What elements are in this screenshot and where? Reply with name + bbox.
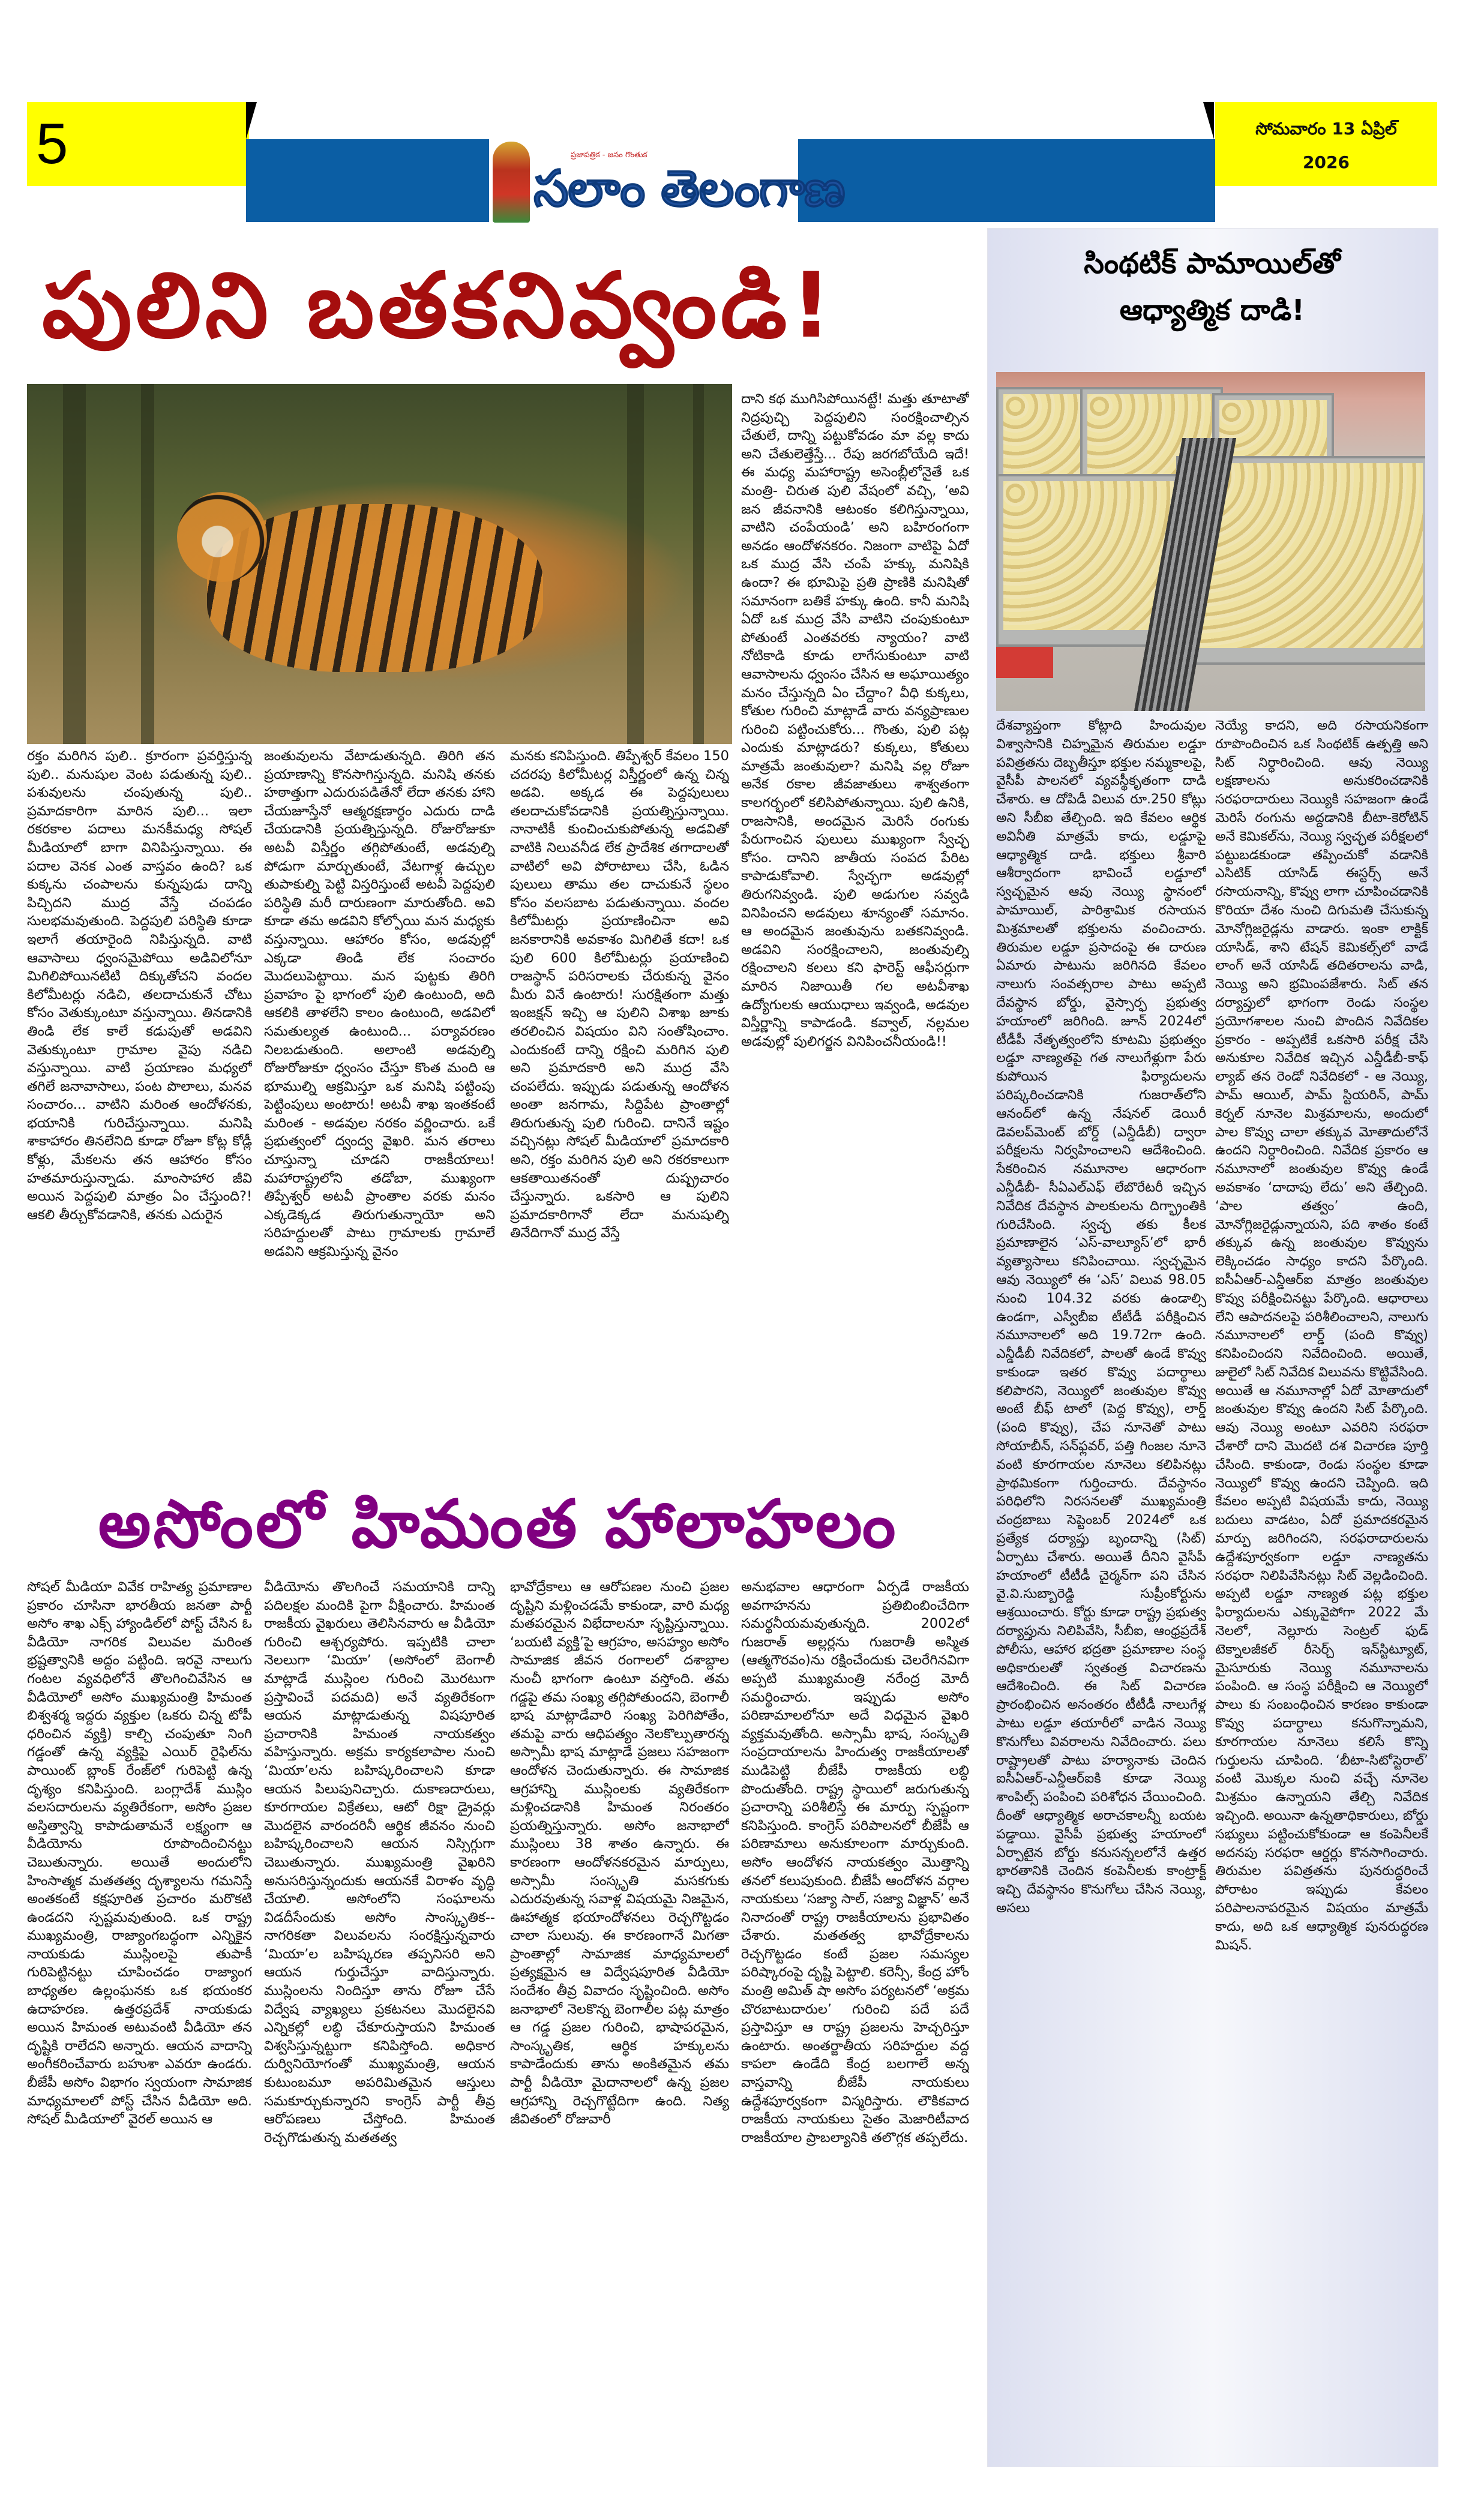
date-box [1215,102,1437,186]
tiger-article-column-3: మనకు కనిపిస్తుంది. తిప్పేశ్వర్ కేవలం 150 చదరపు కిలోమీటర్ల విస్తీర్ణంలో ఉన్న చిన్న అడవి. అక్కడ ఈ పెద్దపులులు తలదాచుకోవడానికి ప్రయత్నిస్తున్నాయి. నానాటికీ కుంచించుకుపోతున్న అడవితో వాటికి నిలువనీడ లేక ప్రాదేశిక తగాదాలతో వాటిలో అవి పోరాటాలు చేసి, ఓడిన పులులు తాము తల దాచుకునే స్థలం కోసం వలసబాట పడుతున్నాయి. వందల కిలోమీటర్లు ప్రయాణించినా అవి జనకారానికి అవకాశం మిగిలితే కదా! ఒక పులి 600 కిలోమీటర్లు ప్రయాణించి రాజస్థాన్ పరిసరాలకు చేరుకున్న వైనం మీరు వినే ఉంటారు! సురక్షితంగా మత్తు ఇంజక్షన్ ఇచ్చి ఆ పులిని విశాఖ జూకు తరలించిన విషయం విని సంతోషించాం. ఎందుకంటే దాన్ని రక్షించి మరిగిన పులి అని ప్రమాదకారి అని ముద్ర వేసి చంపలేదు. ఇప్పుడు పడుతున్న ఆందోళన అంతా జనగామ, సిద్దిపేట ప్రాంతాల్లో తిరుగుతున్న పులి గురించి. దానినే ఇష్టం వచ్చినట్లు సోషల్ మీడియాలో ప్రమాదకారి అని, రక్తం మరిగిన పులి అని రకరకాలుగా ఆకతాయితనంతో దుష్ప్రచారం చేస్తున్నారు. ఒకసారి ఆ పులిని ప్రమాదకారిగానో లేదా మనుషుల్ని తినేదిగానో ముద్ర వేస్తే [510,748,729,1241]
date-year: 2026 [1303,152,1350,172]
assam-article-headline: అసోంలో హిమంత హాలాహలం [98,1486,898,1562]
assam-article-column-1: సోషల్ మీడియా వివేక రాహిత్య ప్రమాణాల ప్రకారం చూసినా భారతీయ జనతా పార్టీ అసోం శాఖ ఎక్స్ హ్యాండిల్‌లో పోస్ట్ చేసిన ఓ వీడియో నాగరిక విలువల మరింత భ్రష్టత్వానికి అద్దం పట్టింది. ఇరవై నాలుగు గంటల వ్యవధిలోనే తొలగించివేసిన ఆ వీడియోలో అసోం ముఖ్యమంత్రి హిమంత బిశ్వశర్మ ఇద్దరు వ్యక్తుల (ఒకరు చిన్న టోపీ ధరించిన వ్యక్తి) కాల్చి చంపుతూ నింగి గడ్డంతో ఉన్న వ్యక్తిపై ఎయిర్ రైఫిల్‌ను పాయింట్ బ్లాంక్ రేంజ్‌లో గురిపెట్టి ఉన్న దృశ్యం కనిపిస్తుంది. బంగ్లాదేశ్ ముస్లిం వలసదారులను వ్యతిరేకంగా, అసోం ప్రజల అస్తిత్వాన్ని కాపాడుతామనే లక్ష్యంగా ఆ వీడియోను రూపొందించినట్టు చెబుతున్నారు. అయితే అందులోని హింసాత్మక మతతత్వ దృశ్యాలను గమనిస్తే అంతకంటే కక్షపూరిత ప్రచారం మరొకటి ఉండదని స్పష్టమవుతుంది. ఒక రాష్ట్ర ముఖ్యమంత్రి, రాజ్యాంగబద్ధంగా ఎన్నికైన నాయకుడు ముస్లింలపై తుపాకీ గురిపెట్టినట్టు చూపించడం రాజ్యాంగ బాధ్యతల ఉల్లంఘనకు ఒక భయంకర ఉదాహరణ. ఉత్తరప్రదేశ్ నాయకుడు అయిన హిమంత అటువంటి వీడియో తన దృష్టికి రాలేదని అన్నారు. ఆయన వాదాన్ని అంగీకరించేవారు బహుశా ఎవరూ ఉండరు. బీజేపీ అసోం విభాగం స్వయంగా సామాజిక మాధ్యమాలలో పోస్ట్ చేసిన వీడియో అది. సోషల్ మీడియాలో వైరల్ అయిన ఆ [27,1579,252,2128]
newspaper-logo [489,139,845,224]
masthead-corner-left [246,102,257,139]
goddess-logo-icon [493,142,530,223]
date-day-month: సోమవారం 13 ఏప్రిల్ [1255,119,1397,139]
logo-tagline: ప్రజాపత్రిక - జనం గొంతుక [571,151,647,160]
tiger-article-headline: పులిని బతకనివ్వండి! [42,254,835,358]
assam-article-column-4: అనుభవాల ఆధారంగా ఏర్పడే రాజకీయ అవగాహనను ప్రతిబింబించేదిగా సమర్థనీయమవుతున్నది. 2002లో గుజరాత్ అల్లర్లను గుజరాతీ అస్మిత (ఆత్మగౌరవం)ను రక్షించేందుకు చెలరేగినవిగా అప్పటి ముఖ్యమంత్రి నరేంద్ర మోదీ సమర్థించారు. ఇప్పుడు అసోం పరిణామాలలోనూ అదే విధమైన వైఖరి వ్యక్తమవుతోంది. అస్సామీ భాష, సంస్కృతి సంప్రదాయాలను హిందుత్వ రాజకీయాలతో ముడిపెట్టి బీజేపీ రాజకీయ లబ్ధి పొందుతోంది. రాష్ట్ర స్థాయిలో జరుగుతున్న ప్రచారాన్ని పరిశీలిస్తే ఈ మార్పు స్పష్టంగా కనిపిస్తుంది. కాంగ్రెస్ పరిపాలనలో బీజేపీ ఆ పరిణామాలు అనుకూలంగా మార్చుకుంది. అసోం ఆందోళన నాయకత్వం మొత్తాన్ని తనలో కలుపుకుంది. బీజేపీ ఆందోళన వర్గాల నాయకులు ‘సజ్యా సాల్, సజ్యా విజ్ఞాన్’ అనే నినాదంతో రాష్ట్ర రాజకీయాలను ప్రభావితం చేశారు. మతతత్వ భావోద్రేకాలను రెచ్చగొట్టడం కంటే ప్రజల సమస్యల పరిష్కారంపై దృష్టి పెట్టాలి. కరెన్సీ, కేంద్ర హోం మంత్రి అమిత్ షా అసోం పర్యటనలో ‘అక్రమ చొరబాటుదారుల’ గురించి పదే పదే ప్రస్తావిస్తూ ఆ రాష్ట్ర ప్రజలను హెచ్చరిస్తూ ఉంటారు. అంతర్జాతీయ సరిహద్దుల వద్ద కాపలా ఉండేది కేంద్ర బలగాలే అన్న వాస్తవాన్ని బీజేపీ నాయకులు ఉద్దేశపూర్వకంగా విస్మరిస్తారు. లౌకికవాద రాజకీయ నాయకులు సైతం మెజారిటీవాద రాజకీయాల ప్రాబల్యానికి తలొగ్గక తప్పలేదు. [741,1579,969,2146]
assam-article-column-3: భావోద్రేకాలు ఆ ఆరోపణల నుంచి ప్రజల దృష్టిని మళ్లించడమే కాకుండా, వారి మధ్య మతపరమైన విభేదాలనూ సృష్టిస్తున్నాయి. ‘బయటి వ్యక్తి’పై ఆగ్రహం, అసహ్యం అసోం సామాజిక జీవన రంగాలలో దశాబ్దాల నుంచీ భాగంగా ఉంటూ వస్తోంది. తమ గడ్డపై తమ సంఖ్య తగ్గిపోతుందని, బెంగాలీ భాష మాట్లాడేవారి సంఖ్య పెరిగిపోతేం, తమపై వారు ఆధిపత్యం నెలకొల్పుతారన్న అస్సామీ భాష మాట్లాడే ప్రజలు సహజంగా ఆందోళన చెందుతున్నారు. ఈ సామాజిక ఆగ్రహాన్ని ముస్లింలకు వ్యతిరేకంగా మళ్లించడానికి హిమంత నిరంతరం ప్రయత్నిస్తున్నారు. అసోం జనాభాలో ముస్లింలు 38 శాతం ఉన్నారు. ఈ కారణంగా ఆందోళనకరమైన మార్పులు, అస్సామీ సంస్కృతి మసకగుకు ఎదురవుతున్న సవాళ్ల విషయమై నిజమైన, ఊహాత్మక భయాందోళనలు రెచ్చగొట్టడం చాలా సులువు. ఈ కారణంగానే మిగతా ప్రాంతాల్లో సామాజిక మాధ్యమాలలో ప్రత్యక్షమైన ఆ విద్వేషపూరిత వీడియో సందేశం తీవ్ర వివాదం సృష్టించింది. అసోం జనాభాలో నెలకొన్న బెంగాలీల పట్ల మాత్రం ఆ గడ్డ ప్రజల గురించి, భాషాపరమైన, సాంస్కృతిక, ఆర్థిక హక్కులను కాపాడేందుకు తాను అంకితమైన తమ పార్టీ వీడియో మైదానాలలో ఉన్న ప్రజల ఆగ్రహాన్ని రెచ్చగొట్టేదిగా ఉంది. నిత్య జీవితంలో రోజువారీ [510,1579,729,2128]
tiger-article-column-1: రక్తం మరిగిన పులి.. క్రూరంగా ప్రవర్తిస్తున్న పులి.. మనుషుల వెంట పడుతున్న పులి.. పశువులను చంపుతున్న పులి.. ప్రమాదకారిగా మారిన పులి... ఇలా రకరకాల పదాలు మనకీమధ్య సోషల్ మీడియాలో బాగా వినిపిస్తున్నాయి. ఈ పదాల వెనక ఎంత వాస్తవం ఉంది? ఒక కుక్కను చంపాలను కున్నపుడు దాన్ని పిచ్చిదని ముద్ర వేస్తే చంపడం సులభమవుతుంది. పెద్దపులి పరిస్థితి కూడా ఇలాగే తయారైంది నిపిస్తున్నది. వాటి ఆవాసాలు ధ్వంసమైపోయి అడివిలోనూ మిగిలిపోయినటిటి దిక్కుతోచని వందల కిలోమీటర్లు నడిచి, తలదాచుకునే చోటు కోసం వెతుక్కుంటూ వస్తున్నాయి. తినడానికి తిండి లేక కాలే కడుపుతో అడవిని వెతుక్కుంటూ గ్రామాల వైపు నడిచి వస్తున్నాయి. వాటి ప్రయాణం మధ్యలో తగిలే జనావాసాలు, పంట పొలాలు, మనవ సంచారం... వాటిని మరింత ఆందోళనకు, భయానికి గురిచేస్తున్నాయి. మనిషి శాకాహారం తినలేనిది కూడా రోజూ కోట్ల కోడ్లీ కోళ్లు, మేకలను తన ఆహారం కోసం హతమారుస్తున్నాడు. మాంసాహార జీవి అయిన పెద్దపులి మాత్రం ఏం చేస్తుంది?! ఆకలి తీర్చుకోవడానికి, తనకు ఎదురైన [27,748,252,1223]
tiger-head-icon [177,492,267,582]
laddu-trays-photo [996,372,1425,711]
tiger-article-column-4: దాని కథ ముగిసిపోయినట్టే! మత్తు తూటాతో నిద్రపుచ్చి పెద్దపులిని సంరక్షించాల్సిన చేతులే, దాన్ని పట్టుకోవడం మా వల్ల కాదు అని చేతులెత్తేస్తే... రేపు జరగబోయేది ఇదే! ఈ మధ్య మహారాష్ట్ర అసెంబ్లీలోనైతే ఒక మంత్రి- చిరుత పులి వేషంలో వచ్చి, ‘అవి జన జీవనానికి ఆటంకం కలిగిస్తున్నాయి, వాటిని చంపేయండి’ అని బహిరంగంగా అనడం ఆందోళనకరం. నిజంగా వాటిపై ఏదో ఒక ముద్ర వేసి చంపే హక్కు మనిషికి ఉందా? ఈ భూమిపై ప్రతి ప్రాణికి మనిషితో సమానంగా బతికే హక్కు ఉంది. కానీ మనిషి ఏదో ఒక ముద్ర వేసి వాటిని చంపుకుంటూ పోతుంటే ఎంతవరకు న్యాయం? వాటి నోటికాడి కూడు లాగేసుకుంటూ వాటి ఆవాసాలను ధ్వంసం చేసిన ఆ అఘాయిత్యం మనం చేస్తున్నది ఏం చేద్దాం? వీధి కుక్కలు, కోతుల గురించి మాట్లాడే వారు వన్యప్రాణుల గురించి పట్టించుకోరు... గొంతు, పులి పట్ల ఎందుకు మాట్లాడరు? కుక్కలు, కోతులు మాత్రమే జంతువులా? మనిషి వల్ల రోజూ అనేక రకాల జీవజాతులు శాశ్వతంగా కాలగర్భంలో కలిసిపోతున్నాయి. పులి ఉనికి, రాజసానికి, అందమైన మెరిసే రంగుకు పేరుగాంచిన పులులు ముఖ్యంగా స్వేచ్ఛ కోసం. దానిని జాతీయ సంపద పేరిట కాపాడుకోవాలి. స్వేచ్ఛగా అడవుల్లో తిరుగనివ్వండి. పులి అడుగుల సవ్వడి వినిపించని అడవులు శూన్యంతో సమానం. ఆ అందమైన జంతువును బతకనివ్వండి. అడవిని సంరక్షించాలని, జంతువుల్ని రక్షించాలని కలలు కని ఫారెస్ట్ ఆఫీసర్లుగా మారిన నిజాయితీ గల అటవీశాఖ ఉద్యోగులకు ఆయుధాలు ఇవ్వండి, అడవుల విస్తీర్ణాన్ని కాపాడండి. కవ్వాల్, నల్లమల అడవుల్లో పులిగర్జన వినిపించనీయండి!! [741,391,969,1049]
logo-title: సలాం తెలంగాణ [533,159,845,218]
laddu-headline-line-2: ఆధ్యాత్మిక దాడి! [1119,293,1305,327]
laddu-headline-line-1: సింథటిక్ పామాయిల్‌తో [1084,247,1341,280]
laddu-sidebar-column-1: దేశవ్యాప్తంగా కోట్లాది హిందువుల విశ్వాసానికి చిహ్నమైన తిరుమల లడ్డూ పవిత్రతను దెబ్బతీస్తూ భక్తుల నమ్మకాలపై, వైసీపీ పాలనలో వ్యవస్థీకృతంగా దాడి చేశారు. ఆ దోపిడీ విలువ రూ.250 కోట్లు అని సీబీఐ తేల్చింది. ఇది కేవలం ఆర్థిక అవినీతి మాత్రమే కాదు, లడ్డూపై ఆధ్యాత్మిక దాడి. భక్తులు శ్రీవారి ఆశీర్వాదంగా భావించే లడ్డూలో స్వచ్ఛమైన ఆవు నెయ్యి స్థానంలో పామాయిల్, పారిశ్రామిక రసాయన మిశ్రమాలతో భక్తులను వంచించారు. తిరుమల లడ్డూ ప్రసాదంపై ఈ దారుణ ఏమారు పాటును జరిగినది కేవలం నాలుగు సంవత్సరాల పాటు అప్పటి దేవస్థాన బోర్డు, వైస్సార్ఫ ప్రభుత్వ హయాంలో జరిగింది. జూన్ 2024లో టీడీపీ నేతృత్వంలోని కూటమి ప్రభుత్వం లడ్డూ నాణ్యతపై గత నాలుగేళ్లుగా పేరు కుపోయిన ఫిర్యాదులను పరిష్కరించడానికి గుజరాత్‌లోని ఆనంద్‌లో ఉన్న నేషనల్ డెయిరీ డెవలప్‌మెంట్ బోర్డ్ (ఎన్డీడీబీ) ద్వారా పరీక్షలను నిర్వహించాలని ఆదేశించింది. సేకరించిన నమూనాల ఆధారంగా ఎన్డీడీబీ- సీఏఎల్‌ఎఫ్ లేబొరేటరీ ఇచ్చిన నివేదిక దేవస్థాన పాలకులను దిగ్భ్రాంతికి గురిచేసింది. స్వచ్ఛ తకు కీలక ప్రమాణాలైన ‘ఎస్-వాల్యూస్’లో భారీ వ్యత్యాసాలు కనిపించాయి. స్వచ్ఛమైన ఆవు నెయ్యిలో ఈ ‘ఎస్’ విలువ 98.05 నుంచి 104.32 వరకు ఉండాల్సి ఉండగా, ఎస్వీబీఐ టీటీడీ పరీక్షించిన నమూనాలలో అది 19.72గా ఉంది. ఎన్డీడీబీ నివేదికలో, పాలతో ఉండే కొవ్వు కాకుండా ఇతర కొవ్వు పదార్థాలు కలిపారని, నెయ్యిలో జంతువుల కొవ్వు అంటే బీఫ్ టాలో (పెద్ద కొవ్వు), లార్డ్ (పంది కొవ్వు), చేప నూనెతో పాటు సోయాబీన్, సన్‌ఫ్లవర్, పత్తి గింజల నూనె వంటి కూరగాయల నూనెలు కలిపినట్లు ప్రాథమికంగా గుర్తించారు. దేవస్థానం పరిధిలోని నిరసనలతో ముఖ్యమంత్రి చంద్రబాబు సెప్టెంబర్ 2024లో ఒక ప్రత్యేక దర్యాప్తు బృందాన్ని (సిట్) ఏర్పాటు చేశారు. అయితే దీనిని వైసీపీ హయాంలో టీటీడీ చైర్మన్‌గా పని చేసిన వై.వి.సుబ్బారెడ్డి సుప్రీంకోర్టును ఆశ్రయించారు. కోర్టు కూడా రాష్ట్ర ప్రభుత్వ దర్యాప్తును నిలిపివేసి, సీబీఐ, ఆంధ్రప్రదేశ్ పోలీసు, ఆహార భద్రతా ప్రమాణాల సంస్థ అధికారులతో స్వతంత్ర విచారణను ఆదేశించింది. ఈ సిట్ విచారణ ప్రారంభించిన అనంతరం టీటీడీ నాలుగేళ్ల పాటు లడ్డూ తయారీలో వాడిన నెయ్యి కొనుగోలు వివరాలను నివేదించారు. పలు రాష్ట్రాలతో పాటు హర్యానాకు చెందిన ఐసీఏఆర్-ఎన్డీఆర్ఐకి కూడా నెయ్యి శాంపిల్స్ పంపించి పరిశోధన చేయించింది. దీంతో ఆధ్యాత్మిక అరాచకాలన్నీ బయట పడ్డాయి. వైసీపీ ప్రభుత్వ హయాంలో ఏర్పాటైన బోర్డు కనుసన్నలలోనే ఉత్తర భారతానికి చెందిన కంపెనీలకు కాంట్రాక్ట్ ఇచ్చి దేవస్థానం కొనుగోలు చేసిన నెయ్యి, అసలు [996,718,1206,1916]
laddu-sidebar-headline [987,240,1437,334]
tiger-photo [27,384,732,744]
page-number: 5 [36,112,68,176]
tiger-article-column-2: జంతువులను వేటాడుతున్నది. తిరిగి తన ప్రయాణాన్ని కొనసాగిస్తున్నది. మనిషి తనకు హఠాత్తుగా ఎదురుపడితేనో లేదా తనకు హాని చేయజూస్తేనో ఆత్మరక్షణార్థం ఎదురు దాడి చేయడానికి ప్రయత్నిస్తున్నది. రోజురోజుకూ అటవీ విస్తీర్ణం తగ్గిపోతుంటే, అడవుల్ని పోడుగా మార్చుతుంటే, వేటగాళ్ల ఉచ్చుల తుపాకుల్ని పెట్టి విస్తరిస్తుంటే అటవీ పెద్దపులి పరిస్థితి మరీ దారుణంగా మారుతోంది. అవి కూడా తమ అడవిని కోల్పోయి మన మధ్యకు వస్తున్నాయి. ఆహారం కోసం, అడవుల్లో ఎక్కడా తిండి లేక సంచారం మొదలుపెట్టాయి. మన పుట్టకు తిరిగి ప్రవాహం పై భాగంలో పులి ఉంటుంది, అది ఆకలికి తాళలేని కాలం ఉంటుంది, అడవిలో సమతుల్యత ఉంటుంది... పర్యావరణం నిలబడుతుంది. అలాంటి అడవుల్ని రోజురోజుకూ ధ్వంసం చేస్తూ కొంత మంది ఆ భూముల్ని ఆక్రమిస్తూ ఒక మనిషి పట్టింపు పెట్టింపులు అంటారు! అటవీ శాఖ ఇంతకంటే మరింత - అడవుల నరకం వర్ణించారు. ఒకే ప్రభుత్వంలో ద్వంద్వ వైఖరి. మన తరాలు చూస్తున్నా చూడని రాజకీయాలు! మహారాష్ట్రలోని తడోబా, ముఖ్యంగా తిప్పేశ్వర్ అటవీ ప్రాంతాల వరకు మనం ఎక్కడెక్కడ తిరుగుతున్నాయో అని సరిహద్దులతో పాటు గ్రామాలకు గ్రామాలే అడవిని ఆక్రమిస్తున్న వైనం [264,748,495,1260]
laddu-sidebar-column-2: నెయ్యే కాదని, అది రసాయనికంగా రూపొందించిన ఒక సింథటిక్ ఉత్పత్తి అని సిట్ నిర్ధారించింది. ఆవు నెయ్యి లక్షణాలను అనుకరించడానికి సరఫరాదారులు నెయ్యికి సహజంగా ఉండే మెరిసే రంగును అద్దడానికి బీటా-కెరోటిన్ అనే కెమికల్‌ను, నెయ్యి స్వచ్ఛత పరీక్షలలో పట్టుబడకుండా తప్పించుకో వడానికి ఎసిటిక్ యాసిడ్ ఈస్టర్స్ అనే రసాయనాన్ని, కొవ్వు లాగా చూపించడానికి కొరియా దేశం నుంచి దిగుమతి చేసుకున్న మోనోగ్లిజరైడ్లను వాడారు. ఇంకా లాక్టిక్ యాసిడ్, శాని టేషన్ కెమికల్స్‌లో వాడే లాంగ్ అనే యాసిడ్ తదితరాలను వాడి, నెయ్యి అని భ్రమింపజేశారు. సిట్ తన దర్యాప్తులో భాగంగా రెండు సంస్థల ప్రయోగశాలల నుంచి పొందిన నివేదికల ప్రకారం - అప్పటికే ఒకసారి పరీక్ష చేసి అనుకూల నివేదిక ఇచ్చిన ఎన్డీడీబీ-కాఫ్ ల్యాబ్ తన రెండో నివేదికలో - ఆ నెయ్యి, పామ్ ఆయిల్, పామ్ స్టియరిన్, పామ్ కెర్నల్ నూనెల మిశ్రమాలను, అందులో పాల కొవ్వు చాలా తక్కువ మోతాదులోనే ఉందని నిర్ధారించింది. నివేదిక ప్రకారం ఆ నమూనాలో జంతువుల కొవ్వు ఉండే అవకాశం ‘దాదాపు లేదు’ అని తేల్చింది. ‘పాల తత్వం’ ఉంది, మోనోగ్లిజరైడ్లున్నాయని, పది శాతం కంటే తక్కువ ఉన్న జంతువుల కొవ్వును లెక్కించడం సాధ్యం కాదని పేర్కొంది. ఐసీఏఆర్-ఎన్డీఆర్ఐ మాత్రం జంతువుల కొవ్వు పరీక్షించినట్టు పేర్కొంది. ఆధారాలు లేని ఆపాదనలపై పరిశీలించాలని, నాలుగు నమూనాలలో లార్డ్ (పంది కొవ్వు) కనిపించిందని నివేదించింది. అయితే, జులైలో సిట్ నివేదిక విలువను కొట్టివేసింది. అయితే ఆ నమూనాల్లో ఏదో మోతాదులో జంతువుల కొవ్వు ఉందని సిట్ పేర్కొంది. ఆవు నెయ్యి అంటూ ఎవరిని సరఫరా చేశారో దాని మొదటి దశ విచారణ పూర్తి చేసింది. కాకుండా, రెండు సంస్థల కూడా నెయ్యిలో కొవ్వు ఉందని చెప్పింది. ఇది కేవలం అప్పటి విషయమే కాదు, నెయ్యి బదులు వాడటం, ఏదో ప్రమాదకరమైన మార్పు జరిగిందని, సరఫరాదారులను ఉద్దేశపూర్వకంగా లడ్డూ నాణ్యతను సరఫరా నిలిపివేసినట్లు సిట్ వెల్లడించింది. అప్పటి లడ్డూ నాణ్యత పట్ల భక్తుల ఫిర్యాదులను ఎక్కువైపోగా 2022 మే నెలలో, నెల్లూరు సెంట్రల్ ఫుడ్ టెక్నాలజీకల్ రీసెర్చ్ ఇన్‌స్టిట్యూట్, మైసూరుకు నెయ్యి నమూనాలను పంపింది. ఆ సంస్థ పరీక్షించి ఆ నెయ్యిలో పాలు కు సంబంధించిన కారణం కాకుండా కొవ్వు పదార్థాలు కనుగొన్నామని, కూరగాయల నూనెలు కలిసే కొన్ని గుర్తులను చూపింది. ‘బీటా-సిటోస్టెరాల్’ వంటి మొక్కల నుంచి వచ్చే నూనెల మిశ్రమం ఉన్నాయని తేల్చి నివేదిక ఇచ్చింది. అయినా ఉన్నతాధికారులు, బోర్డు సభ్యులు పట్టించుకోకుండా ఆ కంపెనీలకే అదనపు సరఫరా ఆర్డర్లు కొనసాగించారు. తిరుమల పవిత్రతను పునరుద్ధరించే పోరాటం ఇప్పుడు కేవలం పరిపాలనాపరమైన విషయం మాత్రమే కాదు, అది ఒక ఆధ్యాత్మిక పునరుద్ధరణ మిషన్. [1215,718,1428,1953]
masthead-corner-right [1203,102,1214,139]
assam-article-column-2: వీడియోను తొలగించే సమయానికి దాన్ని పదిలక్షల మందికి పైగా వీక్షించారు. హిమంత రాజకీయ వైఖరులు తెలిసినవారు ఆ వీడియో గురించి ఆశ్చర్యపోరు. ఇప్పటికి చాలా నెలలుగా ‘మియా’ (అసోంలో బెంగాలీ మాట్లాడే ముస్లింల గురించి మొరటుగా ప్రస్తావించే పదమది) అనే వ్యతిరేకంగా ఆయన మాట్లాడుతున్న విషపూరిత ప్రచారానికి హిమంత నాయకత్వం వహిస్తున్నారు. అక్రమ కార్యకలాపాల నుంచి ‘మియా’లను బహిష్కరించాలని కూడా ఆయన పిలుపునిచ్చారు. దుకాణదారులు, కూరగాయల విక్రేతలు, ఆటో రిక్షా డ్రైవర్లు మొదలైన వారందరినీ ఆర్థిక జీవనం నుంచి బహిష్కరించాలని ఆయన నిస్సిగ్గుగా చెబుతున్నారు. ముఖ్యమంత్రి వైఖరిని అనుసరిస్తున్నందుకు ఆయనకే విరాళం వృద్ధి చేయాలి. అసోంలోని సంఘాలను విడదీసేందుకు అసోం సాంస్కృతిక--నాగరికతా విలువలను సంరక్షిస్తున్నవారు ‘మియా’ల బహిష్కరణ తప్పనిసరి అని ఆయన గుర్తుచేస్తూ వాదిస్తున్నారు. ముస్లింలను నిందిస్తూ తాను రోజూ చేసే విద్వేష వ్యాఖ్యలు ప్రకటనలు మొదలైనవి ఎన్నికల్లో లబ్ధి చేకూరుస్తాయని హిమంత విశ్వసిస్తున్నట్టుగా కనిపిస్తోంది. అధికార దుర్వినియోగంతో ముఖ్యమంత్రి, ఆయన కుటుంబమూ అపరిమితమైన ఆస్తులు సమకూర్చుకున్నారని కాంగ్రెస్ పార్టీ తీవ్ర ఆరోపణలు చేస్తోంది. హిమంత రెచ్చగొడుతున్న మతతత్వ [264,1579,495,2146]
